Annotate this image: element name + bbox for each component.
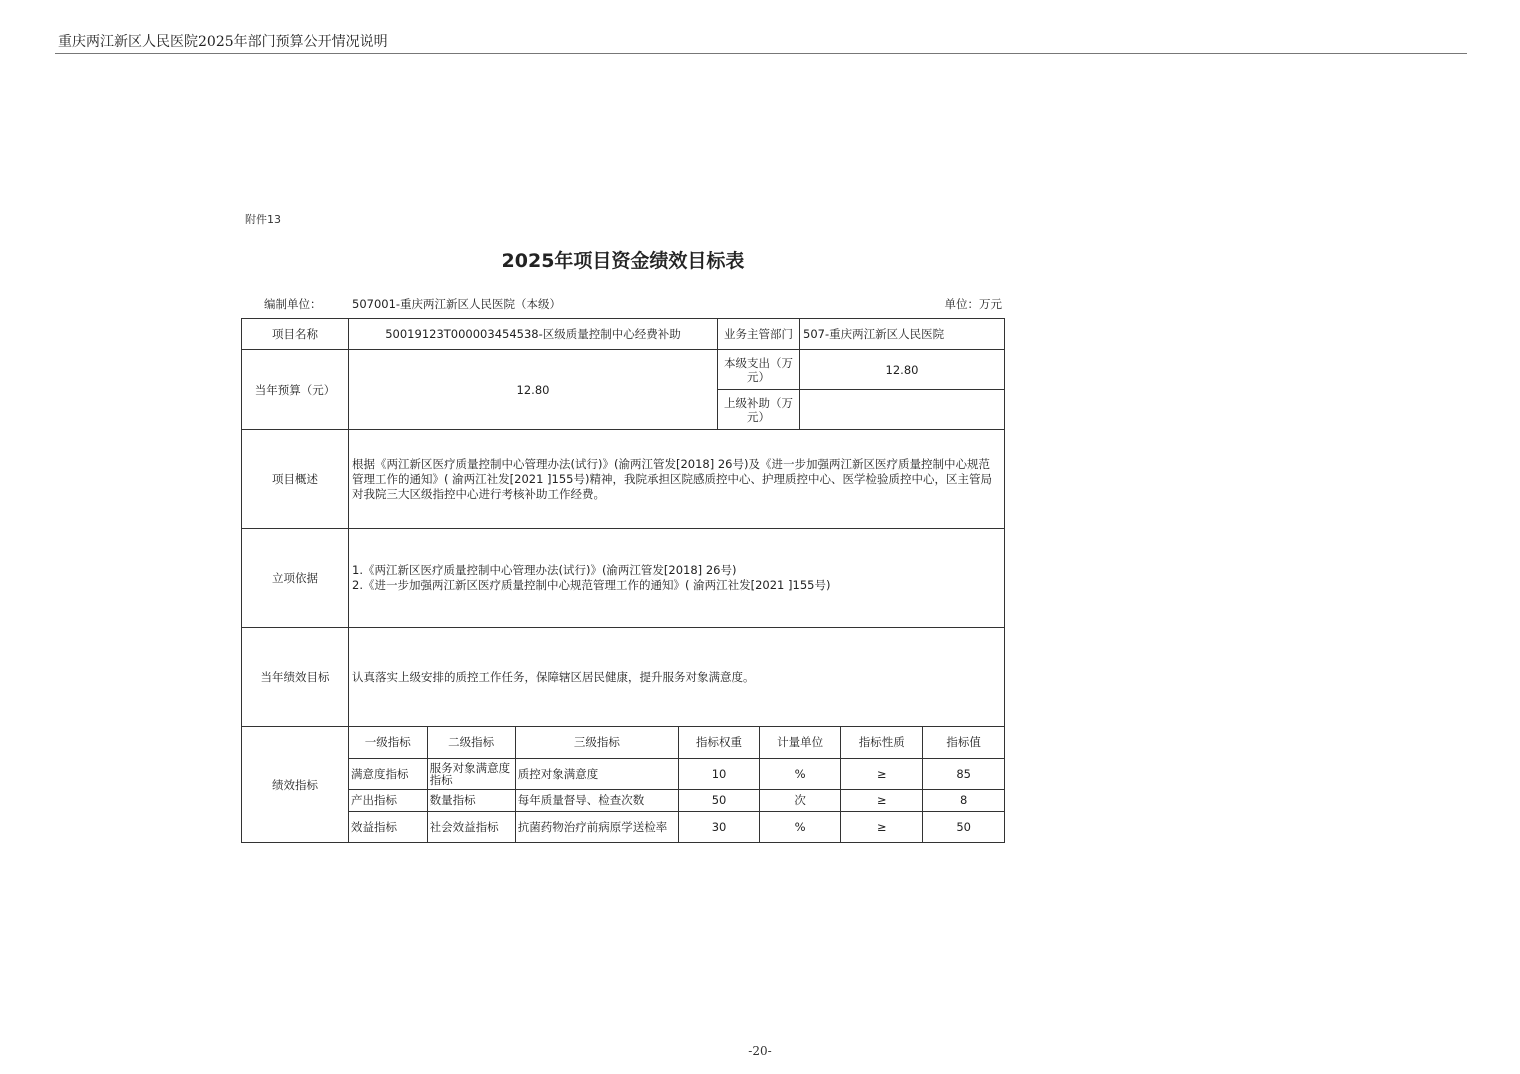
indicator-cell: 服务对象满意度指标 — [427, 758, 515, 789]
header-divider — [55, 53, 1467, 54]
performance-goal-table — [241, 318, 1005, 843]
dept-value: 507-重庆两江新区人民医院 — [800, 319, 1005, 350]
document-title: 2025年项目资金绩效目标表 — [501, 250, 745, 272]
indicator-cell: ≥ — [841, 789, 923, 811]
indicator-cell: 抗菌药物治疗前病原学送检率 — [515, 811, 678, 842]
org-value: 507001-重庆两江新区人民医院（本级） — [352, 297, 562, 311]
indicator-cell: % — [760, 811, 841, 842]
basis-line: 1.《两江新区医疗质量控制中心管理办法(试行)》(渝两江管发[2018] 26号) — [352, 563, 737, 577]
indicator-cell: 50 — [923, 811, 1004, 842]
table-row — [242, 628, 1005, 727]
indicator-header-row — [349, 727, 1004, 758]
page-number: -20- — [748, 1044, 772, 1058]
local-spend-value: 12.80 — [800, 350, 1005, 390]
indicator-row — [349, 789, 1004, 811]
attachment-label: 附件13 — [245, 213, 281, 226]
indicator-header: 二级指标 — [427, 727, 515, 758]
table-row — [242, 319, 1005, 350]
overview-label: 项目概述 — [242, 430, 349, 529]
upper-subsidy-value — [800, 390, 1005, 430]
table-row — [242, 430, 1005, 529]
indicators-label: 绩效指标 — [242, 727, 349, 843]
indicator-cell: 数量指标 — [427, 789, 515, 811]
indicator-row — [349, 811, 1004, 842]
indicator-cell: 社会效益指标 — [427, 811, 515, 842]
indicator-cell: 效益指标 — [349, 811, 427, 842]
indicator-header: 一级指标 — [349, 727, 427, 758]
project-name-label: 项目名称 — [242, 319, 349, 350]
indicator-cell: ≥ — [841, 758, 923, 789]
basis-line: 2.《进一步加强两江新区医疗质量控制中心规范管理工作的通知》( 渝两江社发[2021 ]155号) — [352, 578, 831, 592]
table-row — [242, 350, 1005, 390]
basis-text — [349, 529, 1005, 628]
indicator-cell: 8 — [923, 789, 1004, 811]
indicator-cell: 30 — [678, 811, 759, 842]
table-row — [242, 529, 1005, 628]
local-spend-label: 本级支出（万元） — [718, 350, 800, 390]
dept-label: 业务主管部门 — [718, 319, 800, 350]
indicator-cell: 产出指标 — [349, 789, 427, 811]
indicator-header: 指标权重 — [678, 727, 759, 758]
budget-label: 当年预算（元） — [242, 350, 349, 430]
indicator-header: 指标性质 — [841, 727, 923, 758]
indicator-cell: 满意度指标 — [349, 758, 427, 789]
basis-label: 立项依据 — [242, 529, 349, 628]
indicator-table — [349, 727, 1004, 842]
table-row — [242, 727, 1005, 843]
indicator-header: 三级指标 — [515, 727, 678, 758]
indicator-header: 指标值 — [923, 727, 1004, 758]
indicator-cell: % — [760, 758, 841, 789]
overview-text: 根据《两江新区医疗质量控制中心管理办法(试行)》(渝两江管发[2018] 26号)及《进一步加强两江新区医疗质量控制中心规范管理工作的通知》( 渝两江社发[2021 ]155号)精神，我院承担区院感质控中心、护理质控中心、医学检验质控中心，区主管局对我院三大区级指控中心进行考核补助工作经费。 — [349, 430, 1005, 529]
budget-value: 12.80 — [349, 350, 718, 430]
indicator-cell: 次 — [760, 789, 841, 811]
upper-subsidy-label: 上级补助（万元） — [718, 390, 800, 430]
project-name-value: 50019123T000003454538-区级质量控制中心经费补助 — [349, 319, 718, 350]
indicator-cell: 质控对象满意度 — [515, 758, 678, 789]
unit-label: 单位：万元 — [944, 297, 1002, 311]
org-label: 编制单位： — [264, 297, 322, 311]
goal-text: 认真落实上级安排的质控工作任务，保障辖区居民健康，提升服务对象满意度。 — [349, 628, 1005, 727]
goal-label: 当年绩效目标 — [242, 628, 349, 727]
indicator-row — [349, 758, 1004, 789]
indicator-header: 计量单位 — [760, 727, 841, 758]
indicator-cell: 85 — [923, 758, 1004, 789]
indicator-cell: ≥ — [841, 811, 923, 842]
indicator-cell: 10 — [678, 758, 759, 789]
page-header-title: 重庆两江新区人民医院2025年部门预算公开情况说明 — [58, 34, 388, 50]
indicator-cell: 50 — [678, 789, 759, 811]
indicator-cell: 每年质量督导、检查次数 — [515, 789, 678, 811]
indicators-cell — [349, 727, 1005, 843]
